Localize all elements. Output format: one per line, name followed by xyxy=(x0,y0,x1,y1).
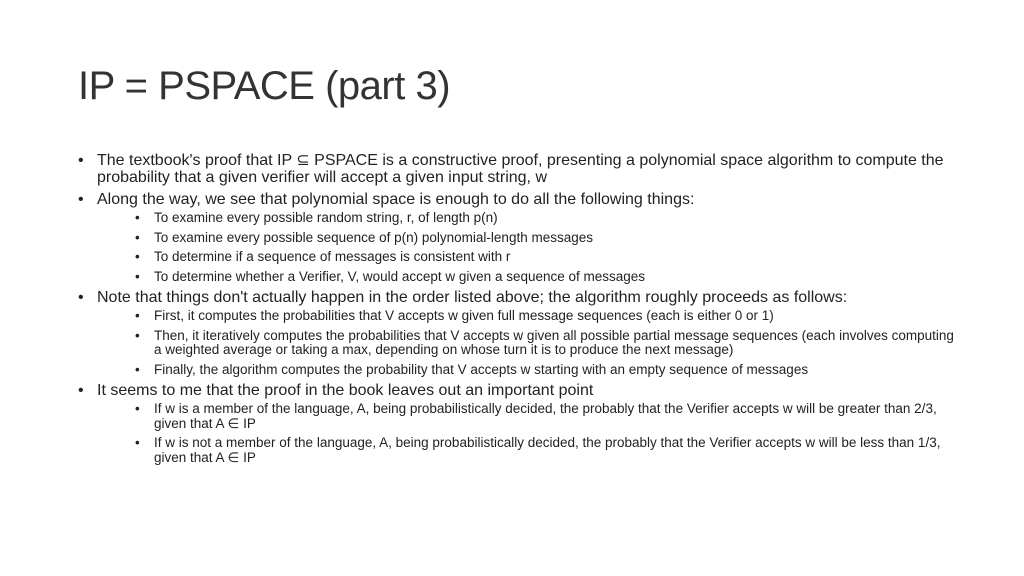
sub-bullet-item: • If w is not a member of the language, A, being probabilistically decided, the probably that the Verifier accepts w will be less than 1/3, given that A ∈ IP xyxy=(135,436,958,465)
bullet-item xyxy=(78,382,958,465)
sub-bullet-item: • If w is a member of the language, A, being probabilistically decided, the probably that the Verifier accepts w will be greater than 2/3, given that A ∈ IP xyxy=(135,402,958,431)
sub-bullet-item: • Finally, the algorithm computes the probability that V accepts w starting with an empty sequence of messages xyxy=(135,363,958,378)
sub-bullet-item: • To examine every possible sequence of p(n) polynomial-length messages xyxy=(135,231,958,246)
sub-bullet-item: • To determine if a sequence of messages is consistent with r xyxy=(135,250,958,265)
sub-bullet-list xyxy=(97,309,958,377)
sub-bullet-item: • To determine whether a Verifier, V, would accept w given a sequence of messages xyxy=(135,270,958,285)
sub-bullet-list xyxy=(97,402,958,465)
bullet-list xyxy=(78,152,958,470)
sub-bullet-item: • To examine every possible random string, r, of length p(n) xyxy=(135,211,958,226)
bullet-text: Along the way, we see that polynomial space is enough to do all the following things: xyxy=(97,191,695,208)
sub-bullet-item: • Then, it iteratively computes the probabilities that V accepts w given all possible partial message sequences (each involves computing a weighted average or taking a max, depending on whose turn it is to produce the next message) xyxy=(135,329,958,358)
bullet-item xyxy=(78,191,958,284)
slide-title: IP = PSPACE (part 3) xyxy=(78,64,451,108)
sub-bullet-list xyxy=(97,211,958,284)
bullet-item xyxy=(78,152,958,186)
bullet-text: It seems to me that the proof in the book leaves out an important point xyxy=(97,382,594,399)
bullet-text: Note that things don't actually happen in the order listed above; the algorithm roughly proceeds as follows: xyxy=(97,289,848,306)
sub-bullet-item: • First, it computes the probabilities that V accepts w given full message sequences (each is either 0 or 1) xyxy=(135,309,958,324)
bullet-item xyxy=(78,289,958,377)
bullet-text: The textbook's proof that IP ⊆ PSPACE is a constructive proof, presenting a polynomial space algorithm to compute the probability that a given verifier will accept a given input string, w xyxy=(97,152,944,186)
